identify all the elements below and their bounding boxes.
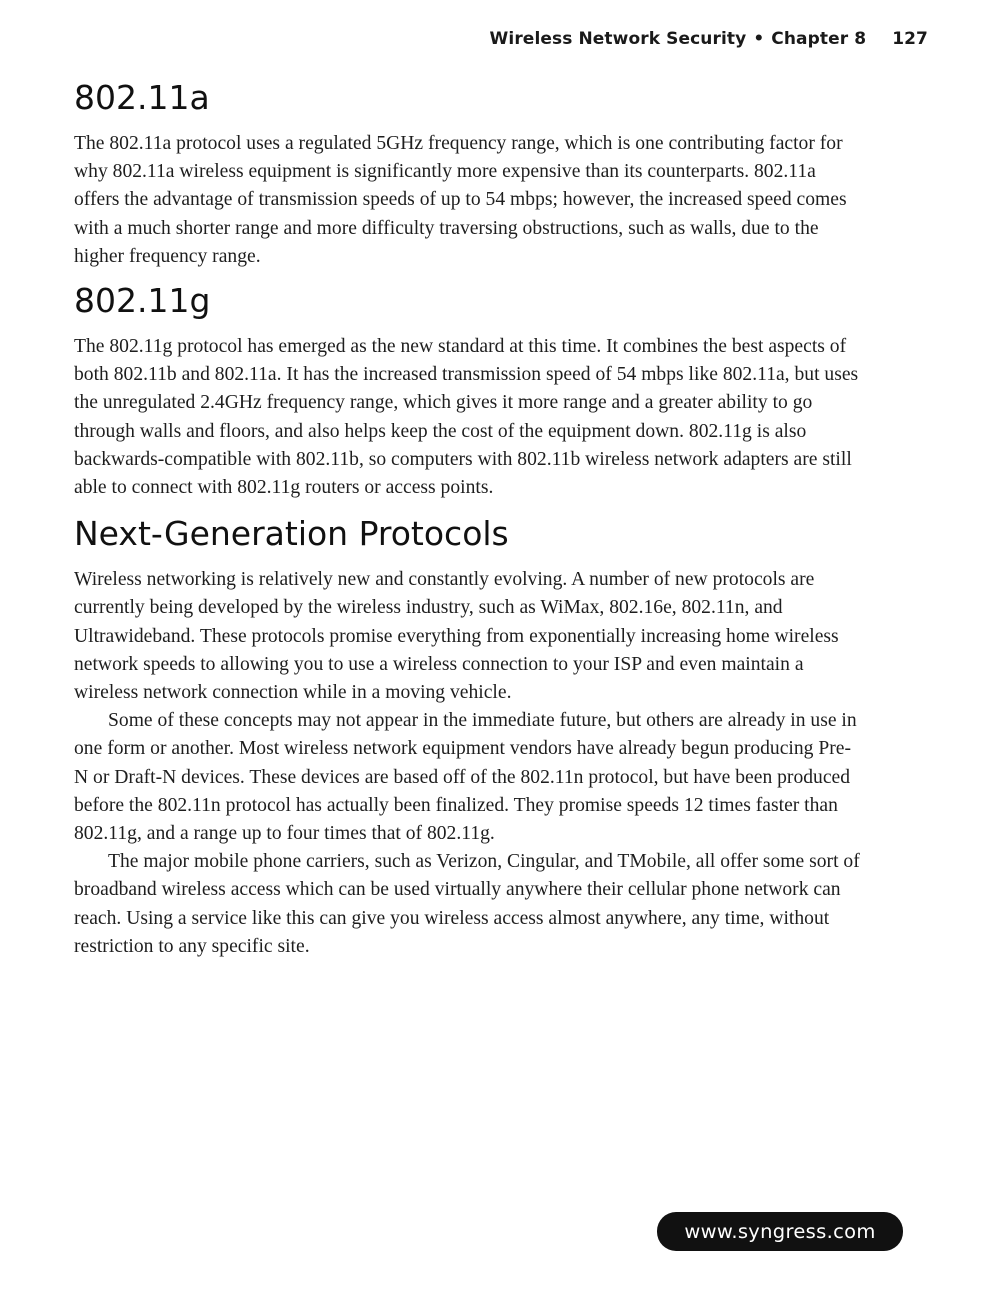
book-title: Wireless Network Security (489, 29, 747, 49)
section-heading: 802.11a (74, 78, 210, 117)
paragraph: Some of these concepts may not appear in the immediate future, but others are already in use in one form or another. Most wireless network equipment vendors have already begun producing Pre-N or Draft-N devices. These devices are based off of the 802.11n protocol, but have been produced before the 802.11n protocol has actually been finalized. They promise speeds 12 times faster than 802.11g, and a range up to four times that of 802.11g. (74, 710, 857, 845)
running-head (490, 29, 928, 49)
paragraph: The 802.11a protocol uses a regulated 5GHz frequency range, which is one contributing factor for why 802.11a wireless equipment is significantly more expensive than its counterparts. 802.11a offers the advantage of transmission speeds of up to 54 mbps; however, the increased speed comes with a much shorter range and more difficulty traversing obstructions, such as walls, due to the higher frequency range. (74, 133, 847, 267)
paragraph: The major mobile phone carriers, such as Verizon, Cingular, and TMobile, all offer some sort of broadband wireless access which can be used virtually anywhere their cellular phone network can reach. Using a service like this can give you wireless access almost anywhere, any time, without restriction to any specific site. (74, 851, 860, 957)
section-802-11a (74, 76, 864, 271)
chapter-label: Chapter 8 (771, 29, 867, 49)
paragraph: Wireless networking is relatively new and constantly evolving. A number of new protocols are currently being developed by the wireless industry, such as WiMax, 802.16e, 802.11n, and Ultrawideband. These protocols promise everything from exponentially increasing home wireless network speeds to allowing you to use a wireless connection to your ISP and even maintain a wireless network connection while in a moving vehicle. (74, 569, 839, 704)
header-separator: • (753, 29, 765, 49)
section-heading: Next-Generation Protocols (74, 514, 509, 554)
section-802-11g (74, 279, 864, 502)
page-body (74, 76, 864, 961)
section-heading: 802.11g (74, 281, 211, 321)
footer-url-badge (657, 1212, 903, 1251)
footer-url: www.syngress.com (684, 1220, 876, 1243)
section-next-generation-protocols (74, 512, 864, 961)
paragraph: The 802.11g protocol has emerged as the new standard at this time. It combines the best aspects of both 802.11b and 802.11a. It has the increased transmission speed of 54 mbps like 802.11a, but uses the unregulated 2.4GHz frequency range, which gives it more range and a greater ability to go through walls and floors, and also helps keep the cost of the equipment down. 802.11g is also backwards-compatible with 802.11b, so computers with 802.11b wireless network adapters are still able to connect with 802.11g routers or access points. (74, 336, 859, 499)
page-number: 127 (892, 29, 928, 49)
